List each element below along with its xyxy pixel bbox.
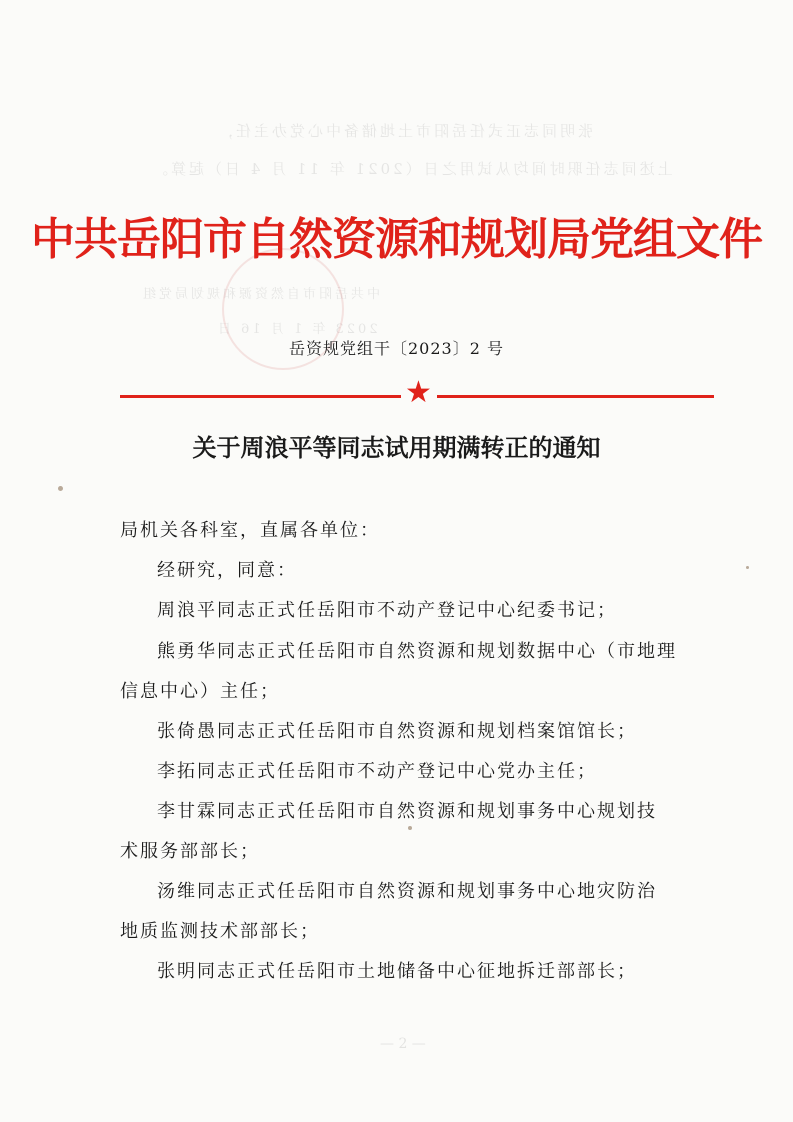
bleed-through-text: 上述同志任职时间均从试用之日（2021 年 11 月 4 日）起算。 xyxy=(150,160,673,178)
body-paragraph: 张明同志正式任岳阳市土地储备中心征地拆迁部部长； xyxy=(157,961,637,982)
page-number: — 2 — xyxy=(380,1036,426,1052)
body-paragraph-continued: 术服务部部长； xyxy=(120,841,260,862)
paper-speck xyxy=(746,566,749,569)
paper-speck xyxy=(58,486,63,491)
bleed-through-text: 张明同志正式任岳阳市土地储备中心党办主任， xyxy=(215,122,594,140)
red-divider-left xyxy=(120,395,401,398)
paper-speck xyxy=(408,826,412,830)
body-paragraph-continued: 信息中心）主任； xyxy=(120,681,280,702)
body-paragraph: 李甘霖同志正式任岳阳市自然资源和规划事务中心规划技 xyxy=(157,801,657,822)
body-paragraph: 熊勇华同志正式任岳阳市自然资源和规划数据中心（市地理 xyxy=(157,641,677,662)
notice-title: 关于周浪平等同志试用期满转正的通知 xyxy=(192,433,601,462)
body-paragraph: 周浪平同志正式任岳阳市不动产登记中心纪委书记； xyxy=(157,600,617,621)
body-paragraph: 李拓同志正式任岳阳市不动产登记中心党办主任； xyxy=(157,761,597,782)
star-icon: ★ xyxy=(405,375,432,410)
document-number: 岳资规党组干〔2023〕2 号 xyxy=(289,339,504,358)
body-paragraph: 张倚愚同志正式任岳阳市自然资源和规划档案馆馆长； xyxy=(157,721,637,742)
bleed-through-text: 中共岳阳市自然资源和规划局党组 xyxy=(140,287,381,302)
red-divider-right xyxy=(437,395,714,398)
salutation: 局机关各科室，直属各单位： xyxy=(120,520,380,541)
body-paragraph-continued: 地质监测技术部部长； xyxy=(120,921,320,942)
body-paragraph: 汤维同志正式任岳阳市自然资源和规划事务中心地灾防治 xyxy=(157,881,657,902)
bleed-through-text: 2023 年 1 月 16 日 xyxy=(215,322,378,337)
body-paragraph: 经研究，同意： xyxy=(157,560,297,581)
issuing-organization-title: 中共岳阳市自然资源和规划局党组文件 xyxy=(31,214,762,265)
